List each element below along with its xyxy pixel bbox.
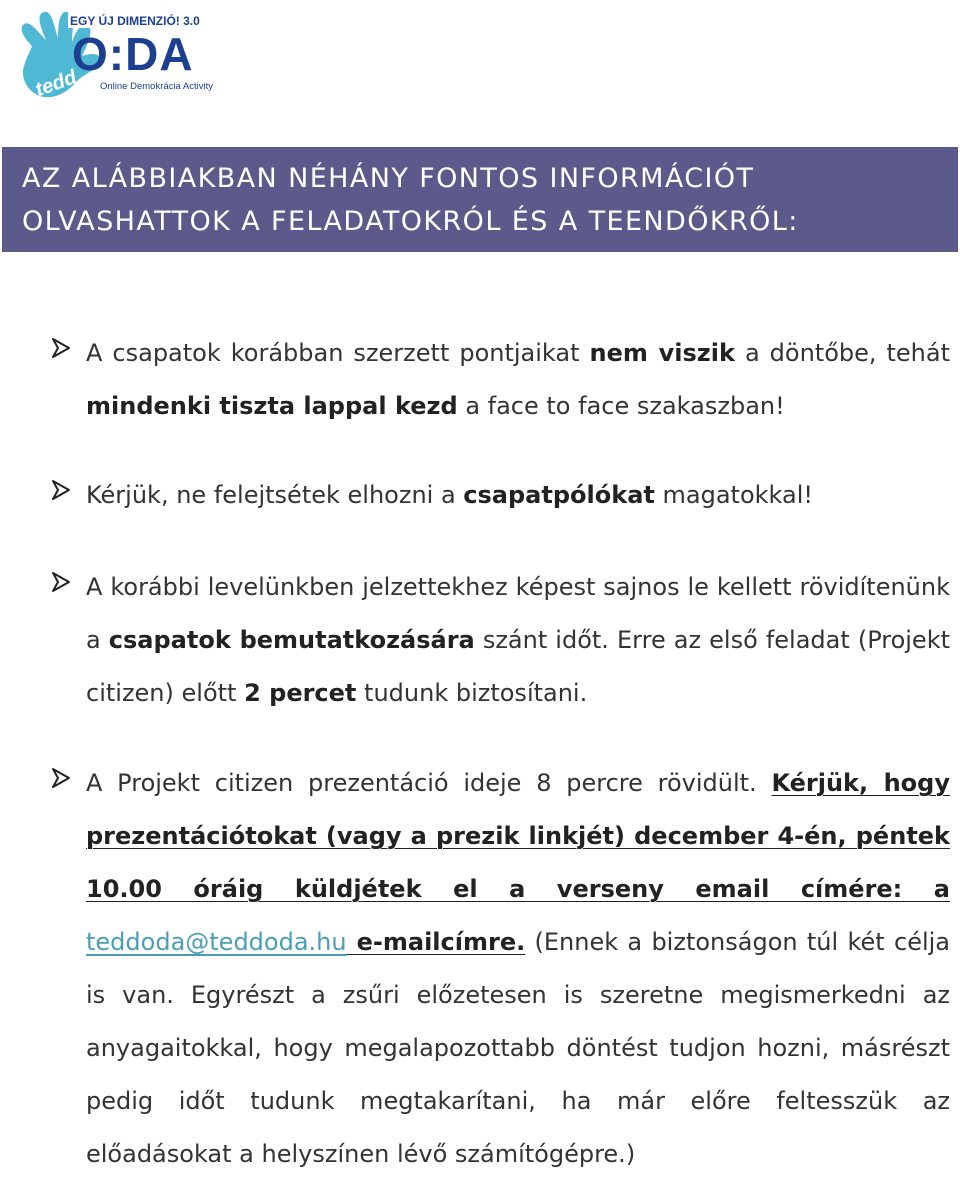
arrow-bullet-icon — [50, 571, 72, 593]
deadline-instruction: Kérjük, hogy prezentációtokat (vagy a prezik linkjét) december 4-én, péntek 10.00 óráig küldjétek el a verseny email címére: a — [86, 769, 950, 903]
list-item-text: A Projekt citizen prezentáció ideje 8 percre rövidült. Kérjük, hogy prezentációtokat (vagy a prezik linkjét) december 4-én, péntek 10.00 óráig küldjétek el a verseny email címére: a teddoda@teddoda.hu e-mailcímre. (Ennek a biztonságon túl két célja is van. Egyrészt a zsűri előzetesen is szeretne megismerkedni az anyagaitokkal, hogy megalapozottabb döntést tudjon hozni, másrészt pedig időt tudunk megtakarítani, ha már előre feltesszük az előadásokat a helyszínen lévő számítógépre.) — [86, 769, 950, 1168]
list-item — [50, 469, 950, 522]
list-item — [50, 757, 950, 1181]
hand-text: tedd — [32, 66, 80, 102]
banner-line-2: OLVASHATTOK A FELADATOKRÓL ÉS A TEENDŐKRŐL: — [22, 206, 799, 237]
banner-line-1: AZ ALÁBBIAKBAN NÉHÁNY FONTOS INFORMÁCIÓT — [22, 163, 755, 194]
arrow-bullet-icon — [50, 767, 72, 789]
logo-top-text: EGY ÚJ DIMENZIÓ! 3.0 — [70, 14, 200, 28]
info-banner — [2, 147, 958, 252]
list-item — [50, 327, 950, 433]
logo-brand: O:DA — [72, 28, 194, 80]
oda-logo — [10, 8, 213, 128]
list-item — [50, 561, 950, 720]
list-item-text: A csapatok korábban szerzett pontjaikat nem viszik a döntőbe, tehát mindenki tiszta lappal kezd a face to face szakaszban! — [86, 339, 951, 420]
contest-email-link[interactable]: teddoda@teddoda.hu — [86, 928, 347, 956]
list-item-text: Kérjük, ne felejtsétek elhozni a csapatpólókat magatokkal! — [86, 481, 813, 509]
logo-subtitle: Online Demokrácia Activity — [100, 81, 213, 92]
arrow-bullet-icon — [50, 479, 72, 501]
arrow-bullet-icon — [50, 337, 72, 359]
hand-logo-icon — [10, 8, 213, 128]
list-item-text: A korábbi levelünkben jelzettekhez képest sajnos le kellett rövidítenünk a csapatok bemutatkozására szánt időt. Erre az első feladat (Projekt citizen) előtt 2 percet tudunk biztosítani. — [86, 573, 951, 707]
